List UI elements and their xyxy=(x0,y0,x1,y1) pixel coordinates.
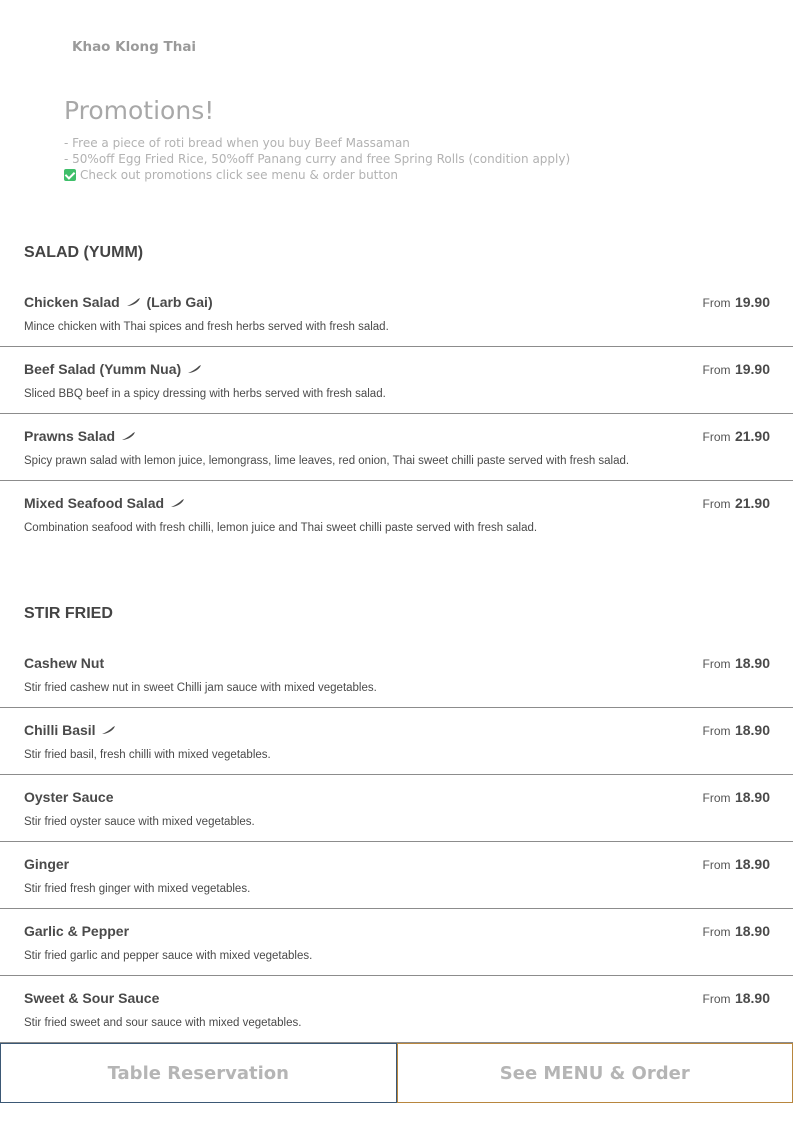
item-description: Stir fried sweet and sour sauce with mixed vegetables. xyxy=(24,1017,302,1029)
price-value: 21.90 xyxy=(734,495,770,511)
price-from-label: From xyxy=(702,724,731,738)
price-from-label: From xyxy=(702,657,731,671)
menu-section-salad xyxy=(0,226,793,547)
promotion-line-text: Check out promotions click see menu & order button xyxy=(80,168,399,182)
chili-icon xyxy=(121,431,136,441)
item-price xyxy=(703,990,771,1008)
item-description: Spicy prawn salad with lemon juice, lemongrass, lime leaves, red onion, Thai sweet chilli paste served with fresh salad. xyxy=(24,455,630,467)
bottom-action-bar xyxy=(0,1043,793,1103)
price-value: 21.90 xyxy=(734,428,770,444)
item-description: Stir fried cashew nut in sweet Chilli jam sauce with mixed vegetables. xyxy=(24,682,377,694)
item-name-text: Prawns Salad xyxy=(24,428,116,444)
item-price xyxy=(703,655,771,673)
promotion-line xyxy=(64,167,570,183)
price-value: 18.90 xyxy=(734,655,770,671)
item-price xyxy=(703,789,771,807)
menu-item[interactable] xyxy=(0,414,793,481)
item-price xyxy=(703,856,771,874)
item-price xyxy=(703,495,771,513)
item-name xyxy=(24,495,187,511)
price-from-label: From xyxy=(702,925,731,939)
item-description: Combination seafood with fresh chilli, lemon juice and Thai sweet chilli paste served with fresh salad. xyxy=(24,522,538,534)
brand-name[interactable]: Khao Klong Thai xyxy=(72,39,197,55)
check-icon xyxy=(64,169,76,181)
menu-item[interactable] xyxy=(0,280,793,347)
chili-icon xyxy=(187,364,202,374)
item-description: Sliced BBQ beef in a spicy dressing with herbs served with fresh salad. xyxy=(24,388,386,400)
menu-item[interactable] xyxy=(0,976,793,1043)
menu-list xyxy=(0,226,793,1109)
item-name-text: Beef Salad (Yumm Nua) xyxy=(24,361,182,377)
price-from-label: From xyxy=(702,992,731,1006)
section-title: SALAD (YUMM) xyxy=(24,244,144,261)
item-name: Ginger xyxy=(24,856,70,872)
price-from-label: From xyxy=(702,430,731,444)
chili-icon xyxy=(170,498,185,508)
menu-section-stir-fried xyxy=(0,587,793,1109)
item-name xyxy=(24,428,138,444)
menu-item[interactable] xyxy=(0,641,793,708)
promotion-line: - Free a piece of roti bread when you buy Beef Massaman xyxy=(64,136,410,150)
menu-item[interactable] xyxy=(0,842,793,909)
item-description: Stir fried oyster sauce with mixed vegetables. xyxy=(24,816,255,828)
item-name-suffix: (Larb Gai) xyxy=(146,294,213,310)
chili-icon xyxy=(126,297,141,307)
menu-item[interactable] xyxy=(0,708,793,775)
item-description: Stir fried garlic and pepper sauce with mixed vegetables. xyxy=(24,950,313,962)
price-value: 19.90 xyxy=(734,294,770,310)
price-value: 18.90 xyxy=(734,789,770,805)
item-name xyxy=(24,722,118,738)
promotions-list xyxy=(64,135,570,183)
menu-item[interactable] xyxy=(0,775,793,842)
item-description: Stir fried fresh ginger with mixed vegetables. xyxy=(24,883,251,895)
promotions-title: Promotions! xyxy=(64,96,215,125)
item-name: Oyster Sauce xyxy=(24,789,114,805)
item-name xyxy=(24,294,213,310)
price-from-label: From xyxy=(702,363,731,377)
item-price xyxy=(703,361,771,379)
item-price xyxy=(703,923,771,941)
item-name-text: Chilli Basil xyxy=(24,722,96,738)
price-from-label: From xyxy=(702,791,731,805)
price-value: 18.90 xyxy=(734,722,770,738)
price-value: 19.90 xyxy=(734,361,770,377)
see-menu-order-button[interactable]: See MENU & Order xyxy=(397,1043,793,1103)
menu-item[interactable] xyxy=(0,481,793,547)
item-price xyxy=(703,722,771,740)
price-value: 18.90 xyxy=(734,856,770,872)
price-value: 18.90 xyxy=(734,923,770,939)
item-name: Garlic & Pepper xyxy=(24,923,130,939)
chili-icon xyxy=(101,725,116,735)
price-value: 18.90 xyxy=(734,990,770,1006)
table-reservation-button[interactable]: Table Reservation xyxy=(0,1043,397,1103)
item-name xyxy=(24,361,204,377)
section-title: STIR FRIED xyxy=(24,605,113,622)
item-price xyxy=(703,428,771,446)
item-description: Mince chicken with Thai spices and fresh herbs served with fresh salad. xyxy=(24,321,389,333)
price-from-label: From xyxy=(702,296,731,310)
item-name: Cashew Nut xyxy=(24,655,105,671)
menu-item[interactable] xyxy=(0,909,793,976)
item-name-text: Chicken Salad xyxy=(24,294,120,310)
price-from-label: From xyxy=(702,858,731,872)
item-price xyxy=(703,294,771,312)
item-name: Sweet & Sour Sauce xyxy=(24,990,160,1006)
item-description: Stir fried basil, fresh chilli with mixed vegetables. xyxy=(24,749,271,761)
menu-item[interactable] xyxy=(0,347,793,414)
price-from-label: From xyxy=(702,497,731,511)
item-name-text: Mixed Seafood Salad xyxy=(24,495,165,511)
promotion-line: - 50%off Egg Fried Rice, 50%off Panang curry and free Spring Rolls (condition apply) xyxy=(64,152,571,166)
